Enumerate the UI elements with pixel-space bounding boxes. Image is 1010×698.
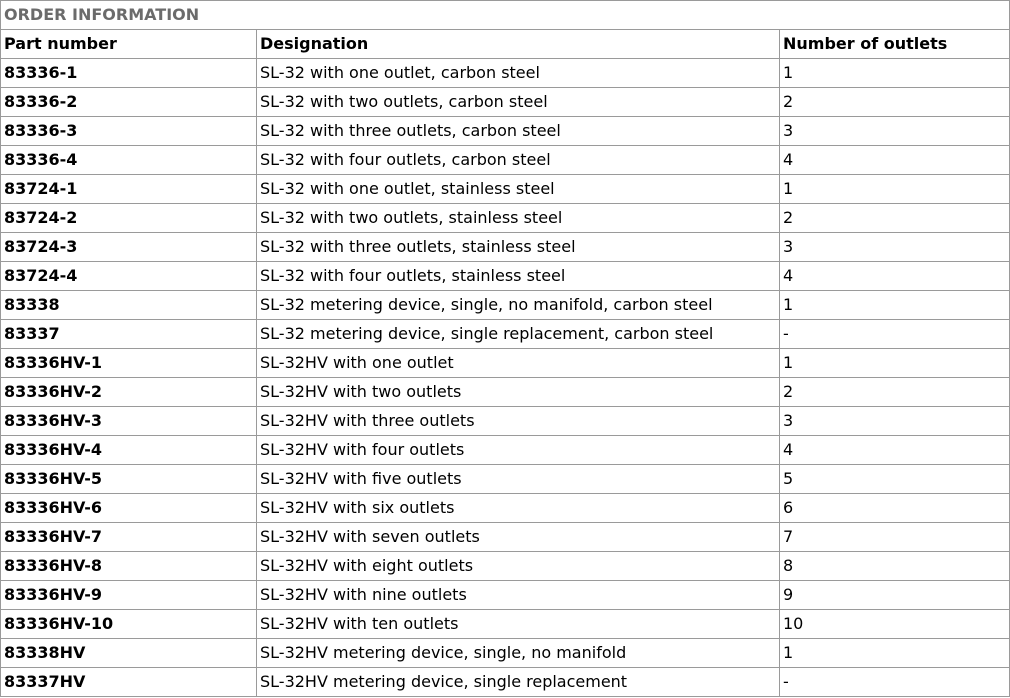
part-number-cell: 83336-3 [1, 117, 257, 146]
part-number-cell: 83337HV [1, 668, 257, 697]
designation-cell: SL-32HV with seven outlets [257, 523, 780, 552]
designation-cell: SL-32HV metering device, single replacement [257, 668, 780, 697]
part-number-cell: 83336HV-3 [1, 407, 257, 436]
outlets-cell: - [780, 320, 1010, 349]
part-number-cell: 83338HV [1, 639, 257, 668]
table-row [1, 320, 1010, 349]
table-row [1, 233, 1010, 262]
table-row [1, 465, 1010, 494]
table-row [1, 204, 1010, 233]
designation-cell: SL-32HV with six outlets [257, 494, 780, 523]
outlets-cell: 2 [780, 88, 1010, 117]
table-row [1, 146, 1010, 175]
designation-cell: SL-32 with one outlet, carbon steel [257, 59, 780, 88]
outlets-cell: 4 [780, 436, 1010, 465]
part-number-cell: 83336HV-1 [1, 349, 257, 378]
table-row [1, 291, 1010, 320]
designation-cell: SL-32HV with one outlet [257, 349, 780, 378]
outlets-cell: 7 [780, 523, 1010, 552]
part-number-cell: 83336HV-5 [1, 465, 257, 494]
part-number-cell: 83338 [1, 291, 257, 320]
outlets-cell: - [780, 668, 1010, 697]
part-number-cell: 83724-1 [1, 175, 257, 204]
table-row [1, 378, 1010, 407]
table-row [1, 175, 1010, 204]
part-number-cell: 83336HV-7 [1, 523, 257, 552]
outlets-cell: 1 [780, 175, 1010, 204]
designation-cell: SL-32HV with ten outlets [257, 610, 780, 639]
table-row [1, 349, 1010, 378]
designation-cell: SL-32 with two outlets, stainless steel [257, 204, 780, 233]
header-part-number: Part number [1, 30, 257, 59]
designation-cell: SL-32 with two outlets, carbon steel [257, 88, 780, 117]
outlets-cell: 1 [780, 291, 1010, 320]
part-number-cell: 83336HV-10 [1, 610, 257, 639]
outlets-cell: 3 [780, 117, 1010, 146]
table-row [1, 552, 1010, 581]
outlets-cell: 3 [780, 233, 1010, 262]
part-number-cell: 83336-4 [1, 146, 257, 175]
part-number-cell: 83336HV-6 [1, 494, 257, 523]
part-number-cell: 83336HV-4 [1, 436, 257, 465]
designation-cell: SL-32 with four outlets, stainless steel [257, 262, 780, 291]
outlets-cell: 9 [780, 581, 1010, 610]
outlets-cell: 8 [780, 552, 1010, 581]
part-number-cell: 83336HV-2 [1, 378, 257, 407]
designation-cell: SL-32HV with eight outlets [257, 552, 780, 581]
part-number-cell: 83337 [1, 320, 257, 349]
table-row [1, 610, 1010, 639]
designation-cell: SL-32HV with five outlets [257, 465, 780, 494]
part-number-cell: 83336HV-8 [1, 552, 257, 581]
outlets-cell: 4 [780, 262, 1010, 291]
designation-cell: SL-32 with three outlets, stainless steel [257, 233, 780, 262]
table-row [1, 407, 1010, 436]
table-title: ORDER INFORMATION [1, 1, 1010, 30]
outlets-cell: 1 [780, 639, 1010, 668]
outlets-cell: 1 [780, 59, 1010, 88]
designation-cell: SL-32 with four outlets, carbon steel [257, 146, 780, 175]
table-row [1, 494, 1010, 523]
designation-cell: SL-32HV metering device, single, no manifold [257, 639, 780, 668]
table-row [1, 436, 1010, 465]
outlets-cell: 2 [780, 378, 1010, 407]
outlets-cell: 4 [780, 146, 1010, 175]
outlets-cell: 6 [780, 494, 1010, 523]
part-number-cell: 83724-3 [1, 233, 257, 262]
part-number-cell: 83336HV-9 [1, 581, 257, 610]
table-body [1, 59, 1010, 697]
outlets-cell: 5 [780, 465, 1010, 494]
part-number-cell: 83336-1 [1, 59, 257, 88]
outlets-cell: 1 [780, 349, 1010, 378]
designation-cell: SL-32 with one outlet, stainless steel [257, 175, 780, 204]
table-row [1, 262, 1010, 291]
table-title-row [1, 1, 1010, 30]
outlets-cell: 10 [780, 610, 1010, 639]
designation-cell: SL-32 with three outlets, carbon steel [257, 117, 780, 146]
part-number-cell: 83724-4 [1, 262, 257, 291]
table-row [1, 88, 1010, 117]
table-row [1, 668, 1010, 697]
designation-cell: SL-32HV with two outlets [257, 378, 780, 407]
table-row [1, 59, 1010, 88]
table-row [1, 639, 1010, 668]
table-row [1, 581, 1010, 610]
designation-cell: SL-32HV with four outlets [257, 436, 780, 465]
table-row [1, 117, 1010, 146]
designation-cell: SL-32HV with nine outlets [257, 581, 780, 610]
outlets-cell: 2 [780, 204, 1010, 233]
part-number-cell: 83724-2 [1, 204, 257, 233]
designation-cell: SL-32HV with three outlets [257, 407, 780, 436]
designation-cell: SL-32 metering device, single, no manifold, carbon steel [257, 291, 780, 320]
header-designation: Designation [257, 30, 780, 59]
part-number-cell: 83336-2 [1, 88, 257, 117]
header-number-of-outlets: Number of outlets [780, 30, 1010, 59]
table-row [1, 523, 1010, 552]
outlets-cell: 3 [780, 407, 1010, 436]
header-row [1, 30, 1010, 59]
designation-cell: SL-32 metering device, single replacement, carbon steel [257, 320, 780, 349]
